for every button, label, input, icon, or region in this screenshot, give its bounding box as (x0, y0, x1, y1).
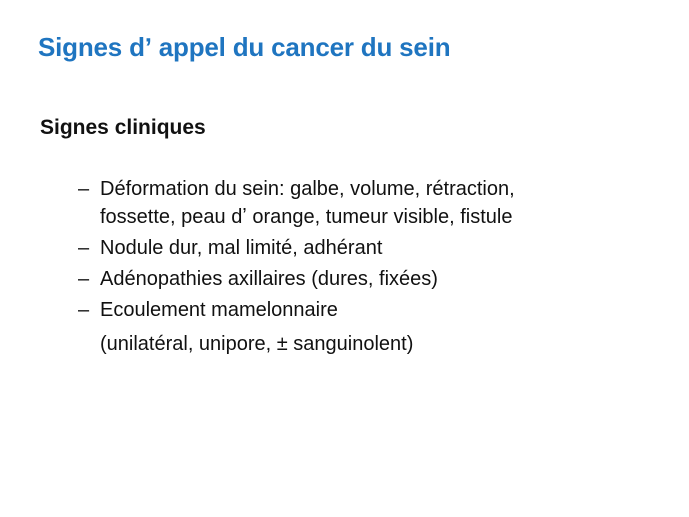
bullet-dash: – (78, 178, 90, 200)
bullet-line: Déformation du sein: galbe, volume, rétraction, (100, 178, 515, 200)
section-heading: Signes cliniques (40, 116, 206, 139)
bullet-dash: – (78, 268, 90, 290)
bullet-line: fossette, peau dʼ orange, tumeur visible, fistule (100, 206, 513, 228)
bullet-dash: – (78, 299, 90, 321)
bullet-item (78, 175, 678, 231)
bullet-line: (unilatéral, unipore, ± sanguinolent) (100, 333, 414, 355)
bullet-line: Adénopathies axillaires (dures, fixées) (100, 268, 438, 290)
bullet-item (78, 234, 678, 262)
bullet-line: Nodule dur, mal limité, adhérant (100, 237, 383, 259)
slide-title: Signes dʼ appel du cancer du sein (38, 32, 451, 62)
bullet-list (78, 175, 678, 361)
bullet-item (78, 265, 678, 293)
bullet-dash: – (78, 237, 90, 259)
bullet-item (78, 296, 678, 358)
bullet-line: Ecoulement mamelonnaire (100, 299, 338, 321)
